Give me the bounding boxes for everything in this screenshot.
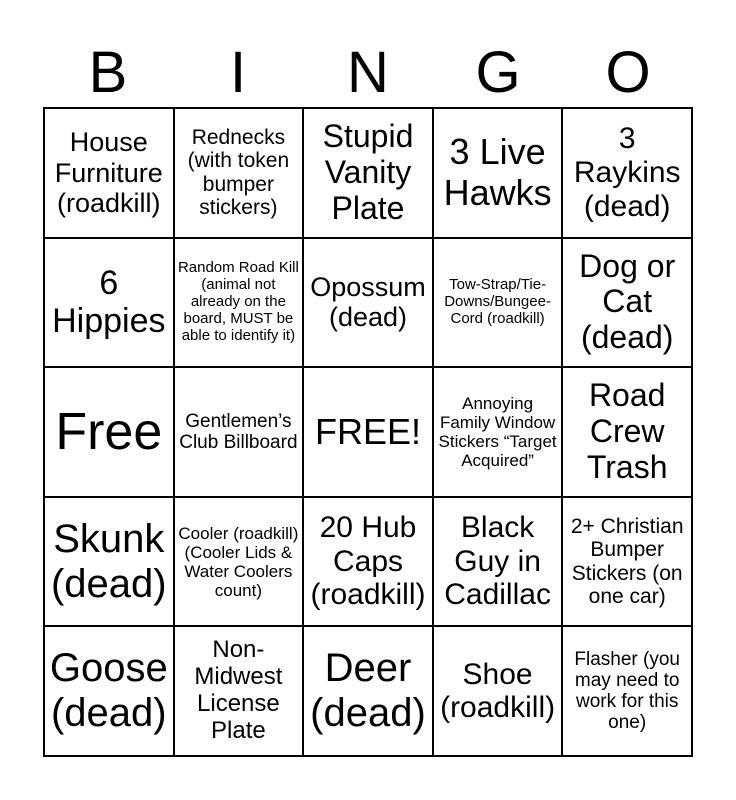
bingo-cell-r3-c1[interactable] (44, 367, 174, 497)
bingo-cell-r2-c2[interactable] (174, 238, 304, 368)
cell-text: Deer (dead) (310, 646, 426, 736)
cell-text: 20 Hub Caps (roadkill) (310, 511, 426, 612)
cell-text: Annoying Family Window Stickers “Target Acquired” (438, 393, 557, 471)
bingo-cell-r2-c1[interactable] (44, 238, 174, 368)
bingo-cell-r3-c2[interactable] (174, 367, 304, 497)
bingo-cell-r4-c3[interactable] (303, 497, 433, 627)
cell-text: Tow-Strap/Tie-Downs/Bungee-Cord (roadkill) (444, 276, 551, 327)
bingo-cell-r5-c2[interactable] (174, 626, 304, 756)
bingo-cell-r5-c1[interactable] (44, 626, 174, 756)
header-letter-b: B (88, 40, 128, 105)
cell-text: Opossum (dead) (310, 272, 426, 333)
cell-text: Shoe (roadkill) (440, 657, 556, 725)
header-letter-i: I (229, 40, 247, 105)
header-letter-n: N (347, 40, 389, 105)
cell-text: FREE! (314, 410, 421, 452)
cell-text: Stupid Vanity Plate (322, 118, 414, 226)
bingo-header (43, 38, 693, 108)
cell-text: Dog or Cat (dead) (579, 247, 676, 356)
bingo-cell-r2-c5[interactable] (562, 238, 692, 368)
cell-text: 2+ Christian Bumper Stickers (on one car) (570, 514, 684, 609)
bingo-cell-r3-c5[interactable] (562, 367, 692, 497)
bingo-cell-r5-c3[interactable] (303, 626, 433, 756)
cell-text: 3 Live Hawks (443, 131, 552, 213)
cell-text: Flasher (you may need to work for this one) (574, 648, 680, 734)
cell-text: Road Crew Trash (586, 377, 668, 485)
bingo-cell-r4-c5[interactable] (562, 497, 692, 627)
cell-text: House Furniture (roadkill) (54, 127, 163, 218)
header-letter-g: G (475, 40, 521, 105)
cell-text: Gentlemen’s Club Billboard (179, 410, 298, 453)
bingo-cell-r3-c4[interactable] (433, 367, 563, 497)
bingo-cell-r1-c2[interactable] (174, 108, 304, 238)
cell-text: Rednecks (with token bumper stickers) (187, 125, 290, 220)
cell-text: Goose (dead) (49, 646, 168, 736)
header-letter-o: O (605, 40, 651, 105)
bingo-cell-r1-c5[interactable] (562, 108, 692, 238)
bingo-cell-r1-c1[interactable] (44, 108, 174, 238)
bingo-cell-r1-c3[interactable] (303, 108, 433, 238)
cell-text: 3 Raykins (dead) (573, 122, 681, 223)
bingo-cell-r5-c4[interactable] (433, 626, 563, 756)
cell-text: Cooler (roadkill) (Cooler Lids & Water Coolers count) (178, 523, 299, 600)
cell-text: Non-Midwest License Plate (194, 636, 283, 745)
cell-text: Black Guy in Cadillac (444, 511, 551, 612)
cell-text: Random Road Kill (animal not already on the board, MUST be able to identify it) (177, 259, 299, 344)
bingo-cell-r3-c3[interactable] (303, 367, 433, 497)
cell-text: 6 Hippies (52, 264, 166, 341)
bingo-cell-r4-c4[interactable] (433, 497, 563, 627)
bingo-cell-r1-c4[interactable] (433, 108, 563, 238)
cell-text: Free (55, 402, 163, 461)
bingo-cell-r4-c2[interactable] (174, 497, 304, 627)
bingo-cell-r4-c1[interactable] (44, 497, 174, 627)
bingo-cell-r2-c3[interactable] (303, 238, 433, 368)
cell-text: Skunk (dead) (50, 516, 167, 606)
bingo-cell-r2-c4[interactable] (433, 238, 563, 368)
bingo-cell-r5-c5[interactable] (562, 626, 692, 756)
bingo-board (43, 107, 693, 757)
